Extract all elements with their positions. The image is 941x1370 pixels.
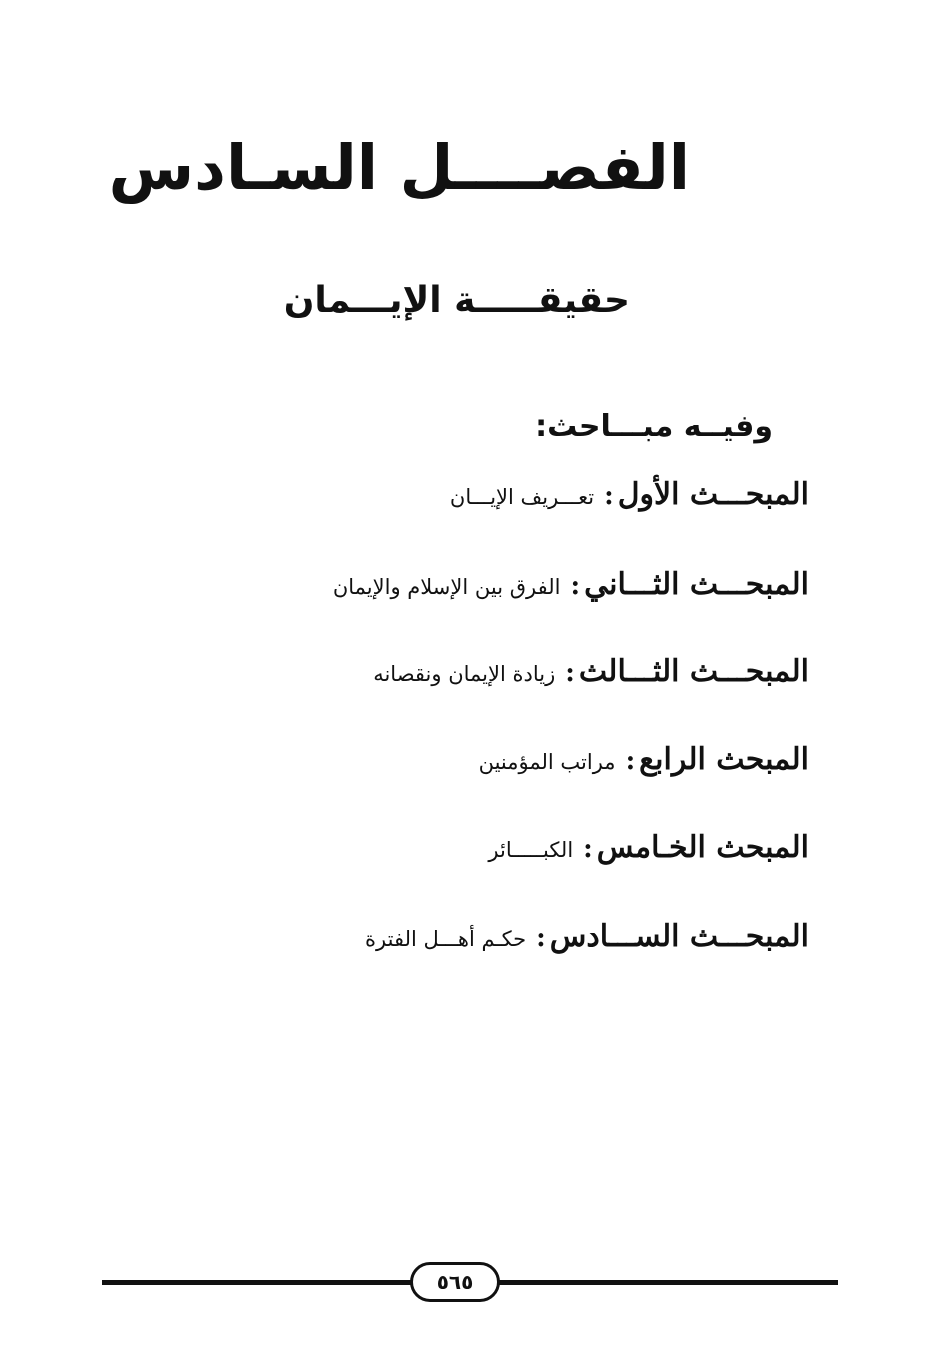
topic-4 bbox=[479, 735, 809, 789]
topic-separator: : bbox=[625, 746, 636, 776]
topic-separator: : bbox=[570, 571, 581, 601]
topic-2 bbox=[333, 560, 809, 614]
topic-text: زيادة الإيمان ونقصانه bbox=[373, 662, 556, 686]
topics-intro: وفيــه مبـــاحث: bbox=[535, 409, 773, 444]
topic-5 bbox=[488, 823, 809, 877]
topic-text: تعـــريف الإيـــان bbox=[449, 485, 595, 509]
topic-label: المبحث الخـامس bbox=[596, 830, 809, 865]
chapter-title: الفصــــل السـادس bbox=[108, 131, 690, 204]
topic-label: المبحـــث الثـــالث bbox=[578, 654, 809, 689]
topic-3 bbox=[373, 647, 809, 701]
topic-text: الفرق بين الإسلام والإيمان bbox=[332, 575, 561, 599]
topic-separator: : bbox=[565, 658, 575, 688]
topic-1 bbox=[450, 470, 809, 524]
topic-label: المبحـــث الســـادس bbox=[549, 919, 809, 954]
chapter-subtitle: حقيقـــــة الإيـــمان bbox=[283, 280, 630, 321]
footer-rule-left bbox=[102, 1280, 414, 1285]
topic-separator: : bbox=[604, 481, 614, 511]
topic-label: المبحث الرابع bbox=[639, 742, 809, 777]
page-number: ٥٦٥ bbox=[410, 1262, 500, 1302]
topic-separator: : bbox=[583, 834, 593, 864]
topic-text: مراتب المؤمنين bbox=[478, 750, 616, 774]
topic-6 bbox=[365, 912, 809, 966]
footer-rule-right bbox=[497, 1280, 838, 1285]
topic-label: المبحـــث الثـــاني bbox=[584, 567, 809, 602]
topic-text: حكـم أهـــل الفترة bbox=[365, 927, 527, 951]
topic-text: الكبـــــائر bbox=[488, 838, 574, 862]
topic-separator: : bbox=[536, 923, 546, 953]
topic-label: المبحـــث الأول bbox=[617, 477, 809, 512]
